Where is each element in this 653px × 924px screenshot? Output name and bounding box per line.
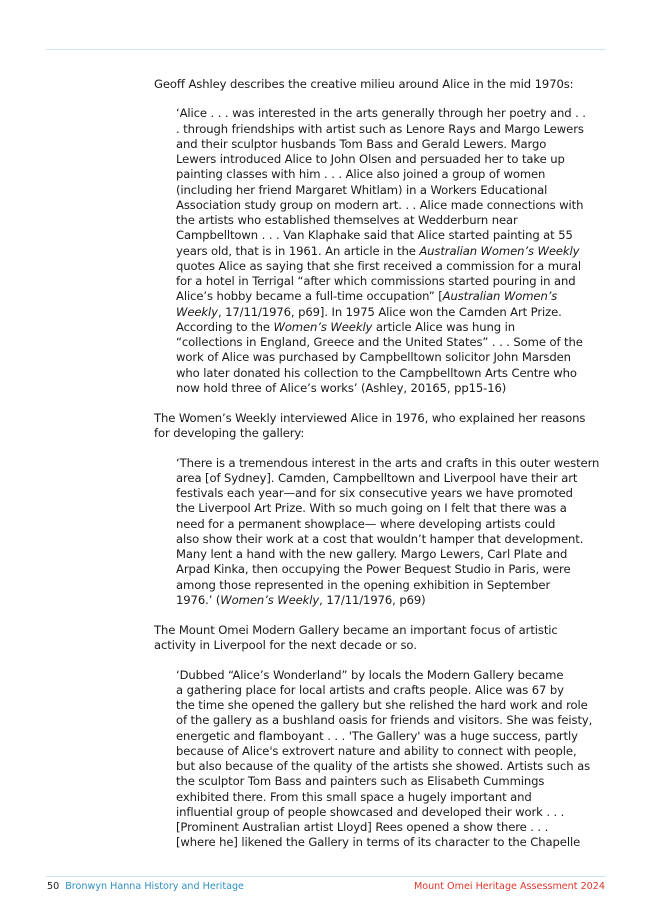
text-segment: , 17/11/1976, p69) (319, 592, 426, 607)
text-line (176, 274, 616, 289)
text-line (176, 228, 616, 243)
italic-title: Women’s Weekly (220, 592, 320, 607)
text-line (176, 350, 616, 365)
text-line (176, 744, 616, 759)
text-line (176, 805, 616, 820)
text-line (176, 122, 616, 137)
text-segment: [Prominent Australian artist Lloyd] Rees opened a show there . . . (176, 820, 549, 834)
text-segment: area [of Sydney]. Camden, Campbelltown and Liverpool have their art (176, 470, 578, 485)
text-segment: exhibited there. From this small space a hugely important and (176, 789, 532, 804)
text-line (176, 562, 616, 577)
text-line (176, 486, 616, 501)
text-segment: Arpad Kinka, then occupying the Power Bequest Studio in Paris, were (176, 562, 571, 577)
text-line (176, 668, 616, 683)
footer-divider (46, 876, 606, 877)
text-line (176, 713, 616, 728)
text-segment: ‘There is a tremendous interest in the arts and crafts in this outer western (176, 455, 600, 470)
text-segment: (including her friend Margaret Whitlam) in a Workers Educational (176, 182, 548, 197)
paragraph-womens-weekly (154, 411, 614, 442)
text-segment: for a hotel in Terrigal “after which commissions started pouring in and (176, 274, 576, 288)
quote-ashley (176, 106, 616, 396)
text-line (176, 759, 616, 774)
text-segment: The Women’s Weekly interviewed Alice in 1976, who explained her reasons (154, 411, 586, 425)
text-line (154, 623, 614, 638)
header-divider (46, 49, 606, 50)
text-segment: who later donated his collection to the Campbelltown Arts Centre who (176, 365, 577, 380)
text-line (176, 366, 616, 381)
footer-document-title: Mount Omei Heritage Assessment 2024 (413, 881, 605, 892)
text-segment: Association study group on modern art. . . Alice made connections with (176, 197, 584, 212)
text-segment: According to the (176, 319, 274, 334)
text-line (154, 411, 614, 426)
text-segment: work of Alice was purchased by Campbelltown solicitor John Marsden (176, 350, 571, 365)
text-segment: Many lent a hand with the new gallery. Margo Lewers, Carl Plate and (176, 547, 568, 561)
page-number: 50 (47, 881, 60, 892)
intro-paragraph: Geoff Ashley describes the creative milieu around Alice in the mid 1970s: (154, 77, 574, 91)
text-line (154, 638, 614, 653)
text-segment: Lewers introduced Alice to John Olsen and persuaded her to take up (176, 152, 565, 166)
text-segment: “collections in England, Greece and the United States” . . . Some of the (176, 335, 583, 349)
text-segment: the time she opened the gallery but she relished the hard work and role (176, 698, 588, 712)
text-segment: [where he] likened the Gallery in terms of its character to the Chapelle (176, 835, 581, 850)
text-segment: energetic and flamboyant . . . 'The Gallery' was a huge success, partly (176, 728, 578, 743)
text-line (154, 426, 614, 441)
quote-alices-wonderland (176, 668, 616, 851)
text-segment: need for a permanent showplace— where developing artists could (176, 516, 556, 531)
text-line (176, 578, 616, 593)
text-segment: festivals each year—and for six consecutive years we have promoted (176, 486, 573, 500)
text-line (176, 593, 616, 608)
text-segment: influential group of people showcased and developed their work . . . (176, 804, 565, 819)
text-segment: The Mount Omei Modern Gallery became an important focus of artistic (154, 623, 558, 637)
text-segment: because of Alice's extrovert nature and ability to connect with people, (176, 743, 577, 758)
text-segment: among those represented in the opening exhibition in September (176, 577, 551, 592)
text-line (176, 320, 616, 335)
text-line (176, 698, 616, 713)
text-segment: a gathering place for local artists and crafts people. Alice was 67 by (176, 682, 564, 697)
text-line (176, 305, 616, 320)
text-segment: activity in Liverpool for the next decade or so. (154, 638, 417, 653)
quote-womens-weekly (176, 456, 616, 609)
text-line (176, 213, 616, 228)
text-segment: quotes Alice as saying that she first received a commission for a mural (176, 258, 581, 273)
italic-title: Weekly (176, 304, 218, 319)
text-segment: Campbelltown . . . Van Klaphake said that Alice started painting at 55 (176, 228, 573, 243)
text-line (176, 167, 616, 182)
text-segment: years old, that is in 1961. An article in the (176, 243, 420, 258)
text-segment: the artists who established themselves at Wedderburn near (176, 213, 518, 227)
text-line (176, 501, 616, 516)
text-line (176, 259, 616, 274)
italic-title: Women’s Weekly (273, 319, 373, 334)
text-segment: for developing the gallery: (154, 426, 305, 441)
page-body (154, 77, 614, 851)
text-segment: ‘Alice . . . was interested in the arts generally through her poetry and . . (176, 106, 586, 121)
paragraph-gallery-focus (154, 623, 614, 654)
text-line (176, 774, 616, 789)
text-segment: article Alice was hung in (372, 319, 516, 334)
text-segment: but also because of the quality of the artists she showed. Artists such as (176, 759, 591, 773)
text-line (176, 335, 616, 350)
italic-title: Australian Women’s (442, 289, 558, 304)
text-segment: Alice’s hobby became a full-time occupation” [ (176, 289, 443, 304)
text-line (176, 835, 616, 850)
footer-author: Bronwyn Hanna History and Heritage (65, 881, 244, 892)
text-line (176, 456, 616, 471)
text-segment: 1976.’ ( (176, 592, 221, 607)
italic-title: Australian Women’s Weekly (419, 243, 580, 258)
text-segment: now hold three of Alice’s works’ (Ashley, 20165, pp15-16) (176, 380, 507, 395)
text-line (176, 790, 616, 805)
text-line (176, 471, 616, 486)
text-line (176, 244, 616, 259)
text-line (176, 517, 616, 532)
text-line (176, 381, 616, 396)
text-line (176, 152, 616, 167)
text-line (176, 532, 616, 547)
text-segment: and their sculptor husbands Tom Bass and Gerald Lewers. Margo (176, 136, 547, 151)
footer-left (47, 881, 244, 893)
text-line (176, 198, 616, 213)
text-line (176, 729, 616, 744)
text-segment: painting classes with him . . . Alice also joined a group of women (176, 167, 546, 182)
text-segment: , 17/11/1976, p69]. In 1975 Alice won the Camden Art Prize. (217, 304, 562, 319)
text-line (176, 547, 616, 562)
text-line (176, 683, 616, 698)
text-line (176, 183, 616, 198)
text-segment: the sculptor Tom Bass and painters such as Elisabeth Cummings (176, 774, 545, 789)
text-line (176, 106, 616, 121)
text-line (176, 820, 616, 835)
text-line (176, 289, 616, 304)
text-segment: also show their work at a cost that wouldn’t hamper that development. (176, 531, 584, 546)
text-segment: ‘Dubbed “Alice’s Wonderland” by locals the Modern Gallery became (176, 667, 564, 682)
text-segment: the Liverpool Art Prize. With so much going on I felt that there was a (176, 501, 567, 516)
text-line (176, 137, 616, 152)
text-segment: of the gallery as a bushland oasis for friends and visitors. She was feisty, (176, 713, 593, 728)
text-segment: . through friendships with artist such as Lenore Rays and Margo Lewers (176, 121, 584, 136)
